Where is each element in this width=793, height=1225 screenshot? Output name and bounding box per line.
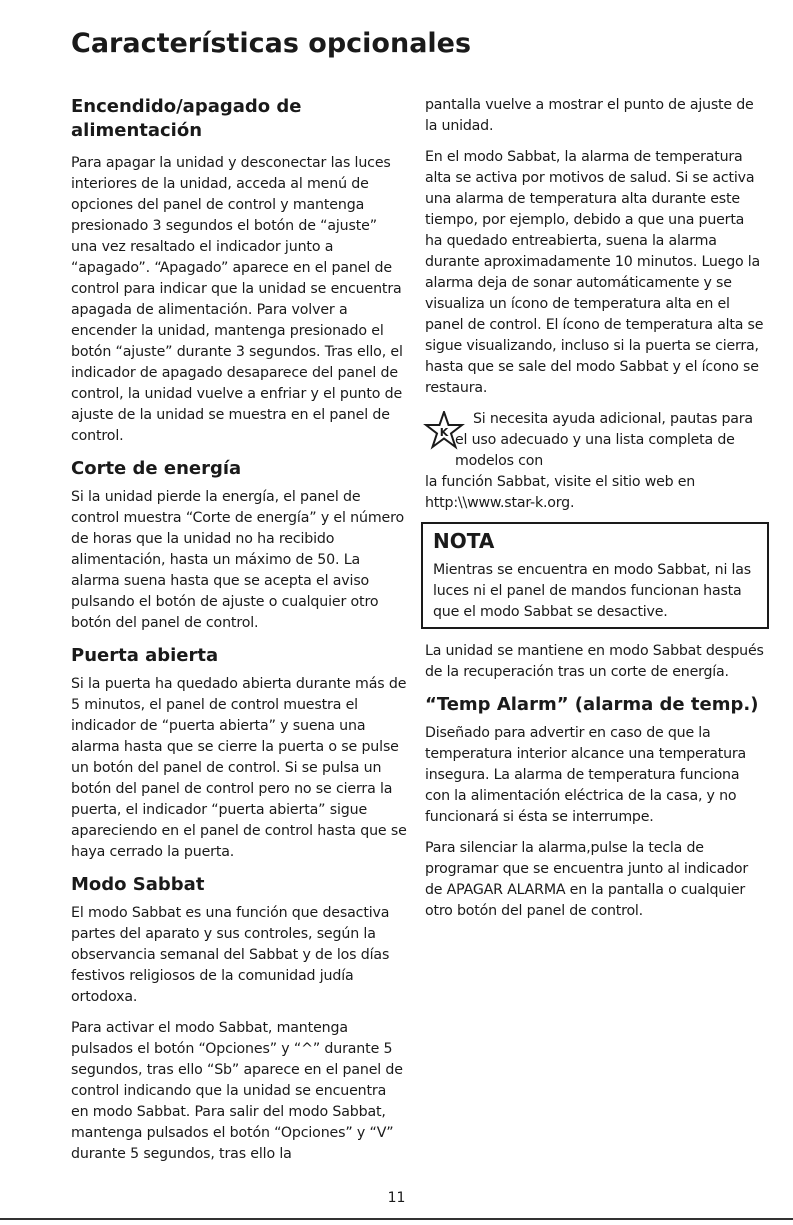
paragraph-sabbath-alarm: En el modo Sabbat, la alarma de temperatura alta se activa por motivos de salud. Si se activa una alarma de temperatura alta durante este tiempo, por ejemplo, debido a que una puerta ha quedado entreabierta, suena la alarma durante aproximadamente 10 minutos. Luego la alarma deja de sonar automáticamente y se visualiza un ícono de temperatura alta en el panel de control. El ícono de temperatura alta se sigue visualizando, incluso si la puerta se cierra, hasta que se sale del modo Sabbat y el ícono se restaura. (425, 149, 764, 396)
left-column (71, 95, 407, 1175)
paragraph-silence-alarm: Para silenciar la alarma,pulse la tecla de programar que se encuentra junto al indicador de APAGAR ALARMA en la pantalla o cualquier otro botón del panel de control. (425, 840, 749, 919)
tip-text-link: la función Sabbat, visite el sitio web en http:\\www.star-k.org. (425, 474, 696, 511)
heading-door-open: Puerta abierta (71, 645, 219, 666)
star-k-tip (425, 409, 765, 514)
heading-power-outage: Corte de energía (71, 458, 242, 479)
svg-text:K: K (439, 426, 449, 439)
heading-power: Encendido/apagado de alimentación (71, 96, 302, 141)
star-k-logo-icon (423, 411, 465, 453)
heading-sabbath-mode: Modo Sabbat (71, 874, 205, 895)
note-text: Mientras se encuentra en modo Sabbat, ni las luces ni el panel de mandos funcionan hasta que el modo Sabbat se desactive. (433, 562, 751, 620)
paragraph-temp-alarm: Diseñado para advertir en caso de que la temperatura interior alcance una temperatura insegura. La alarma de temperatura funciona con la alimentación eléctrica de la casa, y no funcionará si ésta se interrumpe. (425, 725, 746, 825)
paragraph-door-open: Si la puerta ha quedado abierta durante más de 5 minutos, el panel de control muestra el indicador de “puerta abierta” y suena una alarma hasta que se cierre la puerta o se pulse un botón del panel de control. Si se pulsa un botón del panel de control pero no se cierra la puerta, el indicador “puerta abierta” sigue apareciendo en el panel de control hasta que se haya cerrado la puerta. (71, 676, 407, 860)
paragraph-outage-recovery: La unidad se mantiene en modo Sabbat después de la recuperación tras un corte de energía. (425, 643, 764, 680)
paragraph-sabbath-intro: El modo Sabbat es una función que desactiva partes del aparato y sus controles, según la observancia semanal del Sabbat y de los días festivos religiosos de la comunidad judía ortodoxa. (71, 905, 390, 1005)
heading-temp-alarm: “Temp Alarm” (alarma de temp.) (425, 694, 759, 715)
note-title: NOTA (433, 529, 495, 553)
paragraph-sabbath-continued: pantalla vuelve a mostrar el punto de ajuste de la unidad. (425, 97, 754, 134)
right-column (425, 95, 765, 932)
paragraph-power-outage: Si la unidad pierde la energía, el panel de control muestra “Corte de energía” y el número de horas que la unidad no ha recibido alimentación, hasta un máximo de 50. La alarma suena hasta que se acepta el aviso pulsando el botón de ajuste o cualquier otro botón del panel de control. (71, 489, 404, 631)
paragraph-sabbath-activate: Para activar el modo Sabbat, mantenga pulsados el botón “Opciones” y “^” durante 5 segundos, tras ello “Sb” aparece en el panel de control indicando que la unidad se encuentra en modo Sabbat. Para salir del modo Sabbat, mantenga pulsados el botón “Opciones” y “V” durante 5 segundos, tras ello la (71, 1020, 403, 1162)
bottom-rule (0, 1218, 793, 1220)
note-box (421, 522, 769, 629)
tip-text: Si necesita ayuda adicional, pautas para el uso adecuado y una lista completa de modelos con (455, 411, 753, 469)
page-title: Características opcionales (71, 28, 472, 59)
paragraph-power: Para apagar la unidad y desconectar las luces interiores de la unidad, acceda al menú de opciones del panel de control y mantenga presionado 3 segundos el botón de “ajuste” una vez resaltado el indicador junto a “apagado”. “Apagado” aparece en el panel de control para indicar que la unidad se encuentra apagada de alimentación. Para volver a encender la unidad, mantenga presionado el botón “ajuste” durante 3 segundos. Tras ello, el indicador de apagado desaparece del panel de control, la unidad vuelve a enfriar y el punto de ajuste de la unidad se muestra en el panel de control. (71, 155, 403, 444)
page-number: 11 (387, 1190, 406, 1206)
